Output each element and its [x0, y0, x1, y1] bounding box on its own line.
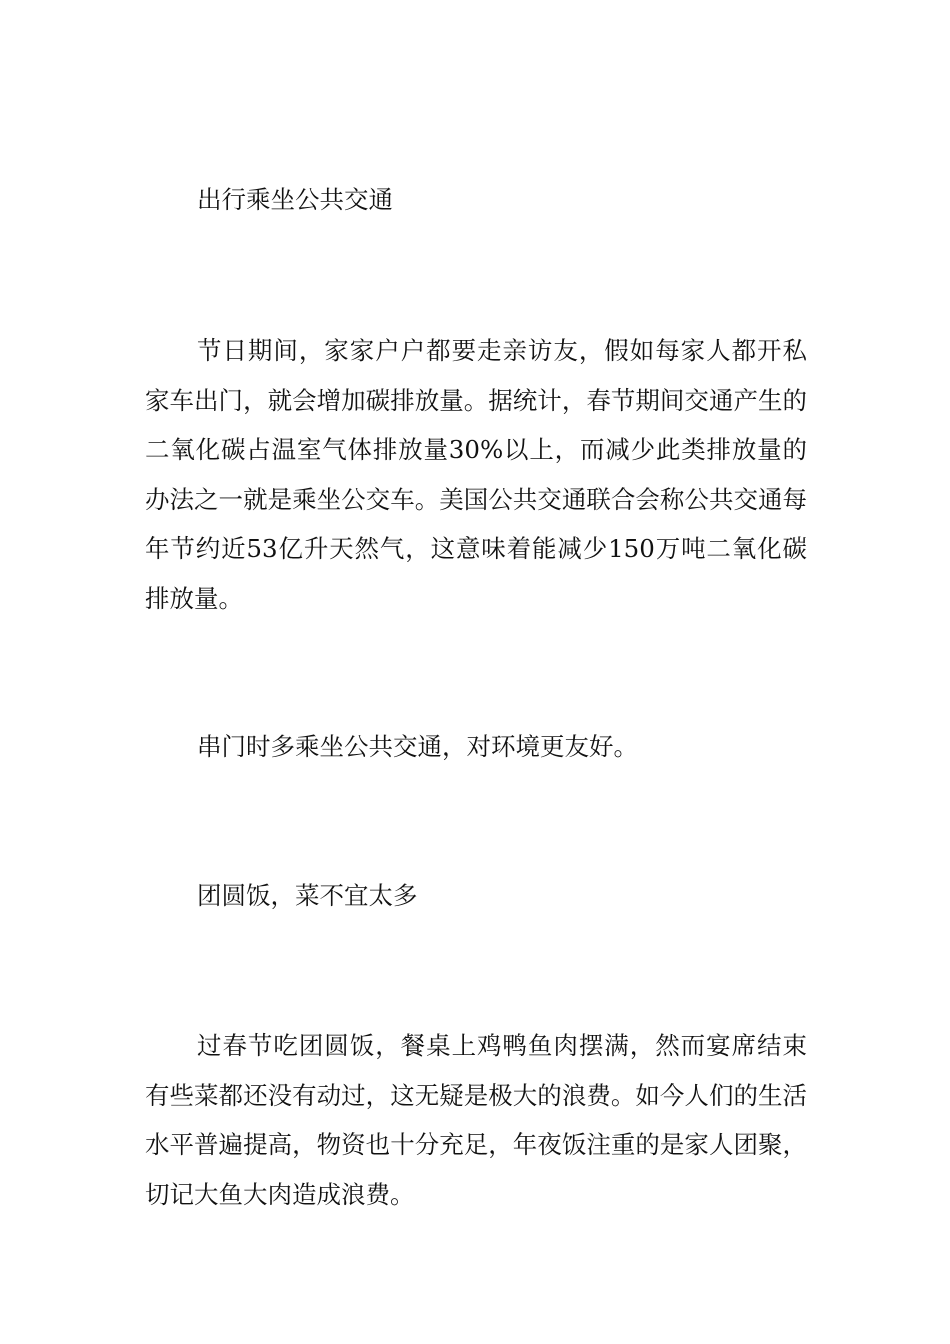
- section-heading-reunion-dinner: 团圆饭，菜不宜太多: [197, 881, 418, 910]
- paragraph-visiting-tip: 串门时多乘坐公共交通，对环境更友好。: [197, 732, 638, 761]
- paragraph-reunion-dinner: 过春节吃团圆饭，餐桌上鸡鸭鱼肉摆满，然而宴席结束有些菜都还没有动过，这无疑是极大的浪费。如今人们的生活水平普遍提高，物资也十分充足，年夜饭注重的是家人团聚，切记大鱼大肉造成浪费。: [145, 1031, 807, 1209]
- paragraph-public-transport: 节日期间，家家户户都要走亲访友，假如每家人都开私家车出门，就会增加碳排放量。据统计，春节期间交通产生的二氧化碳占温室气体排放量30%以上，而减少此类排放量的办法之一就是乘坐公交车。美国公共交通联合会称公共交通每年节约近53亿升天然气，这意味着能减少150万吨二氧化碳排放量。: [145, 336, 807, 613]
- section-heading-public-transport: 出行乘坐公共交通: [197, 185, 393, 214]
